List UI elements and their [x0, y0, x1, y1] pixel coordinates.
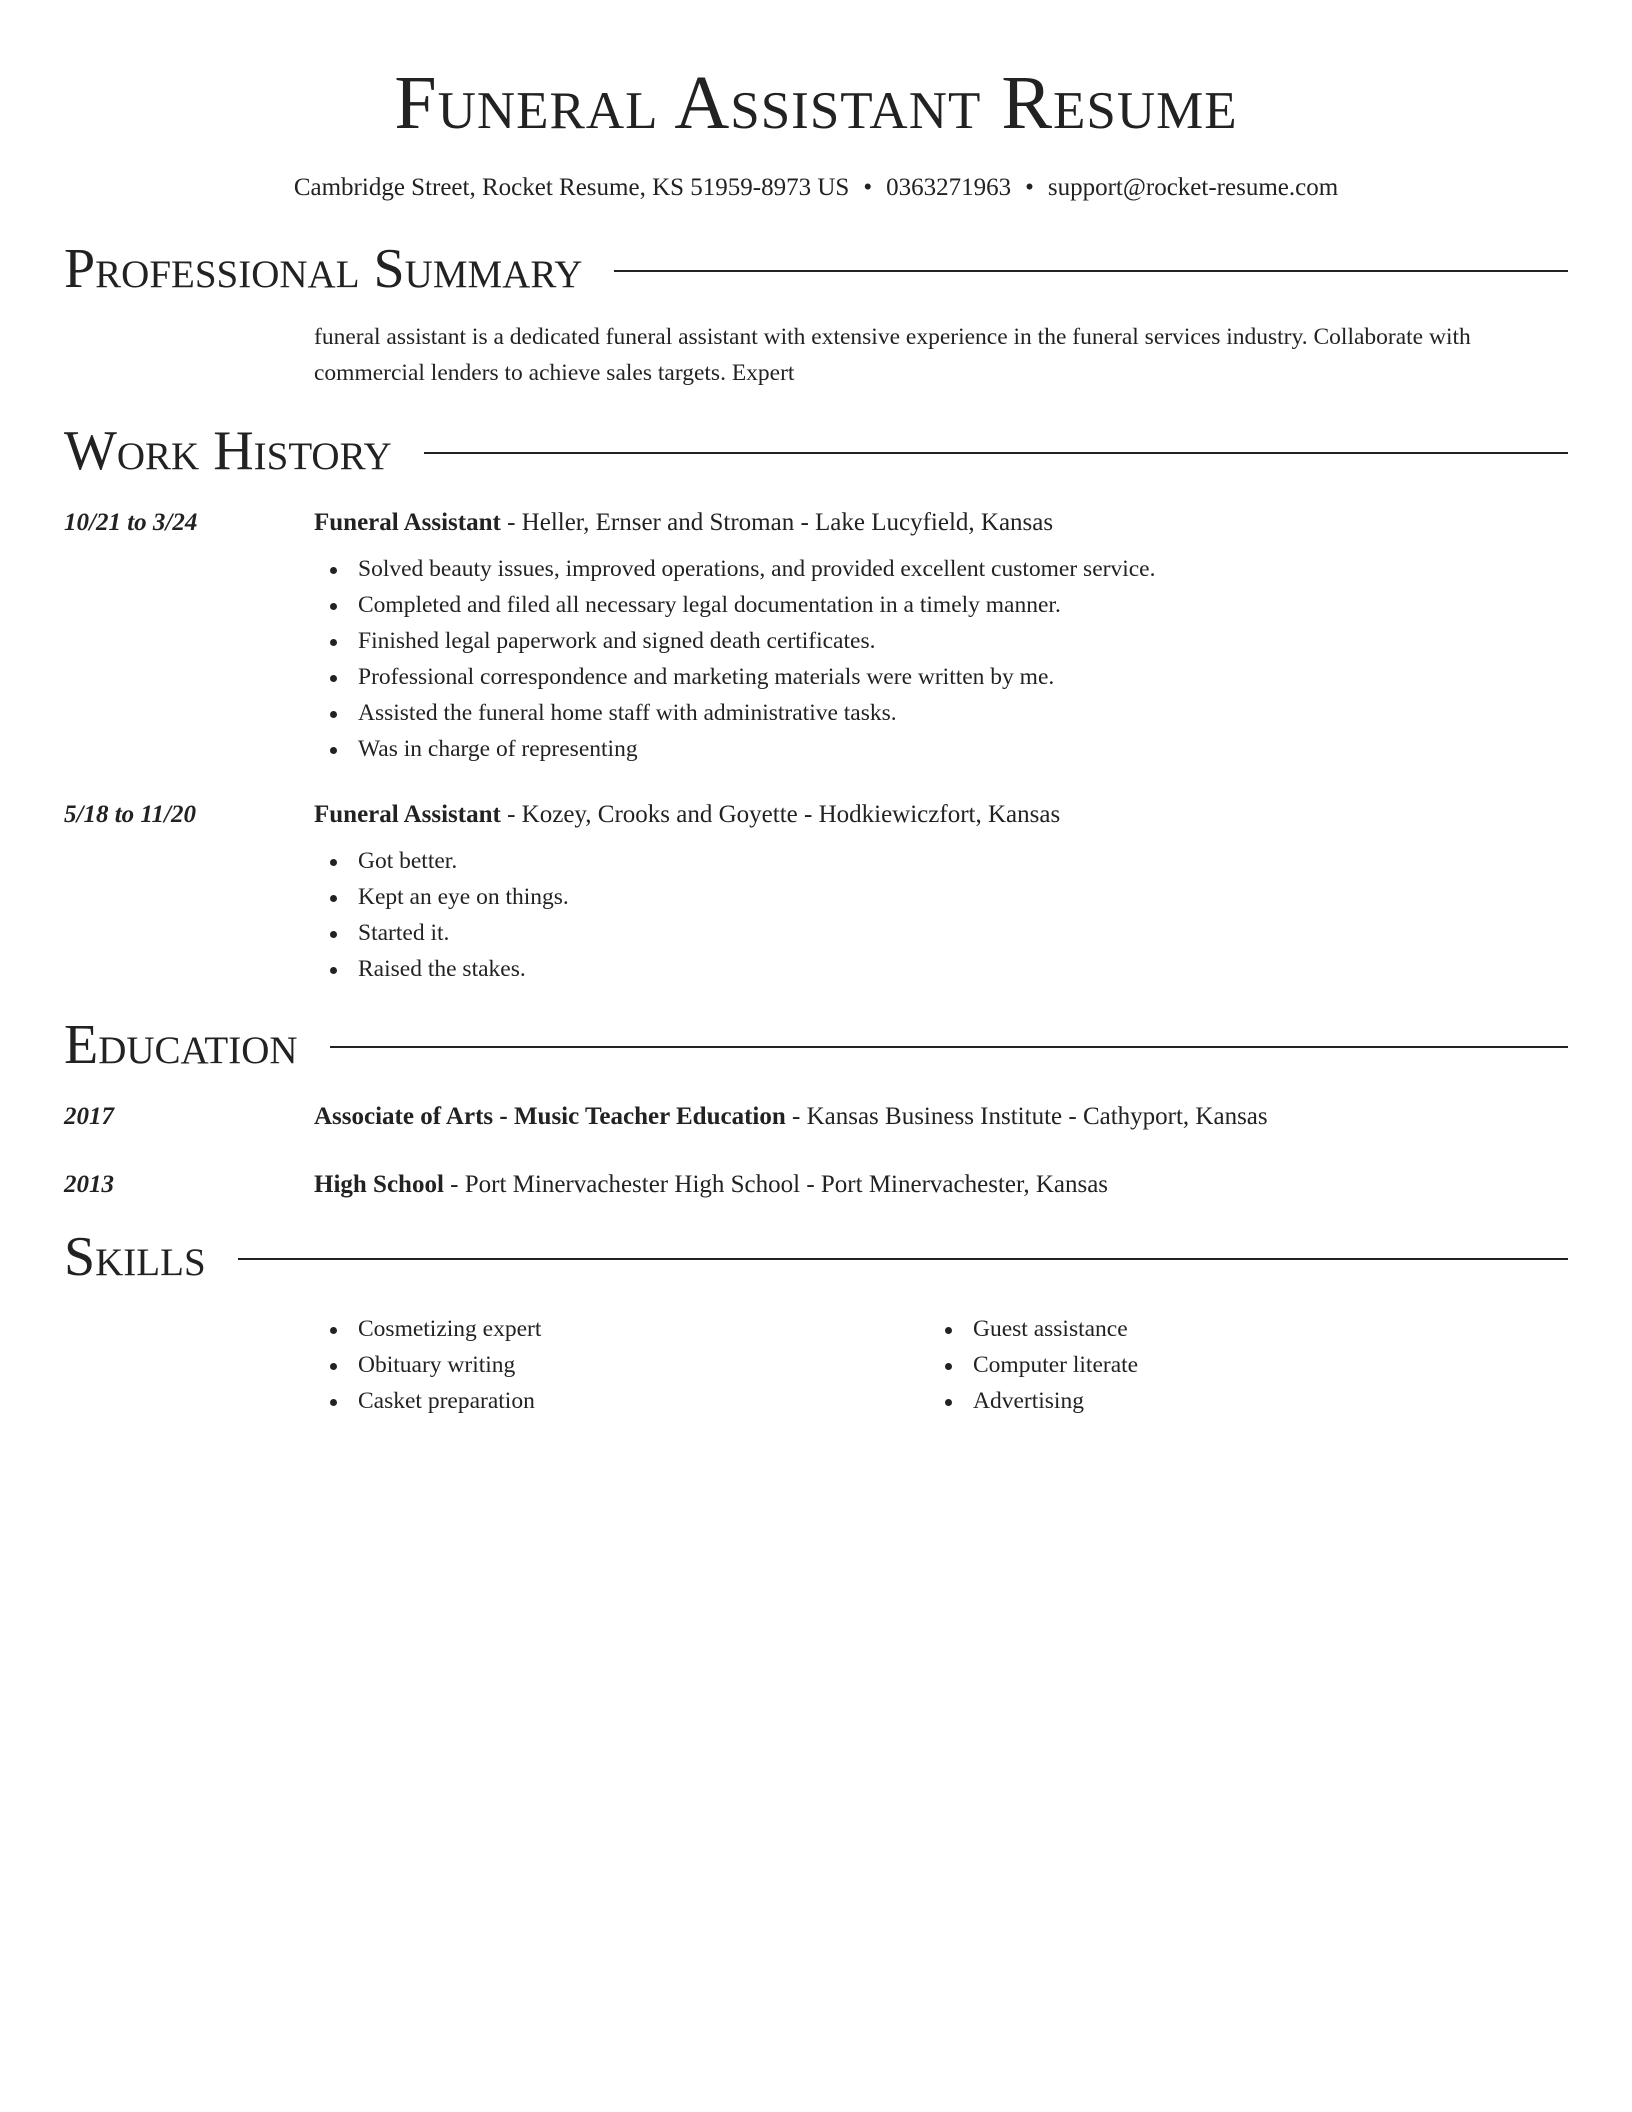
section-rule: [238, 1258, 1568, 1260]
section-title: Skills: [64, 1226, 206, 1288]
job-line: [314, 509, 1053, 537]
education-entry: [64, 1103, 1568, 1131]
job-dates: 10/21 to 3/24: [64, 509, 198, 536]
skill-item: Advertising: [929, 1383, 1544, 1419]
section-header-work: [64, 419, 1568, 483]
contact-line: [64, 172, 1568, 204]
resume-page: [64, 0, 1568, 1419]
job-details: - Kozey, Crooks and Goyette - Hodkiewiczfort, Kansas: [500, 801, 1061, 828]
skills-grid: [314, 1311, 1568, 1419]
separator-dot: •: [863, 174, 873, 201]
list-item: Started it.: [314, 915, 1568, 951]
education-entry: [64, 1171, 1568, 1199]
job-bullets: [314, 843, 1568, 987]
job-bullets: [314, 551, 1568, 767]
list-item: Assisted the funeral home staff with administrative tasks.: [314, 695, 1568, 731]
job-dates: 5/18 to 11/20: [64, 801, 196, 828]
education-line: [314, 1171, 1108, 1199]
section-title: Work History: [64, 420, 392, 482]
list-item: Was in charge of representing: [314, 731, 1568, 767]
education-line: [314, 1103, 1268, 1131]
education-year: 2013: [64, 1171, 114, 1198]
section-rule: [424, 452, 1568, 454]
section-rule: [614, 270, 1568, 272]
summary-text: funeral assistant is a dedicated funeral assistant with extensive experience in the funeral services industry. Collaborate with commercial lenders to achieve sales targets. Expert: [314, 324, 1471, 386]
resume-title: Funeral Assistant Resume: [394, 61, 1238, 145]
section-header-education: [64, 1013, 1568, 1077]
job-line: [314, 801, 1060, 829]
job-title: Funeral Assistant: [314, 509, 501, 536]
education-year: 2017: [64, 1103, 114, 1130]
skill-item: Guest assistance: [929, 1311, 1544, 1347]
skills-column-left: [314, 1311, 929, 1419]
list-item: Got better.: [314, 843, 1568, 879]
job-details: - Heller, Ernser and Stroman - Lake Lucyfield, Kansas: [500, 509, 1054, 536]
list-item: Completed and filed all necessary legal documentation in a timely manner.: [314, 587, 1568, 623]
job-title: Funeral Assistant: [314, 801, 501, 828]
list-item: Professional correspondence and marketing materials were written by me.: [314, 659, 1568, 695]
education-details: - Kansas Business Institute - Cathyport, Kansas: [785, 1103, 1268, 1130]
section-title: Professional Summary: [64, 238, 583, 300]
list-item: Finished legal paperwork and signed death certificates.: [314, 623, 1568, 659]
section-rule: [330, 1046, 1568, 1048]
separator-dot: •: [1025, 174, 1034, 201]
list-item: Kept an eye on things.: [314, 879, 1568, 915]
address: Cambridge Street, Rocket Resume, KS 51959-8973 US: [293, 174, 850, 201]
section-header-skills: [64, 1225, 1568, 1289]
email: support@rocket-resume.com: [1047, 174, 1339, 201]
section-header-summary: [64, 237, 1568, 301]
phone: 0363271963: [886, 174, 1012, 201]
section-title: Education: [64, 1014, 298, 1076]
list-item: Solved beauty issues, improved operations, and provided excellent customer service.: [314, 551, 1568, 587]
skill-item: Computer literate: [929, 1347, 1544, 1383]
education-degree: High School: [314, 1171, 444, 1198]
job-entry: [64, 801, 1568, 987]
job-header: [64, 801, 1568, 829]
job-entry: [64, 509, 1568, 767]
skill-item: Obituary writing: [314, 1347, 929, 1383]
education-degree: Associate of Arts - Music Teacher Education: [314, 1103, 786, 1130]
skills-column-right: [929, 1311, 1544, 1419]
job-header: [64, 509, 1568, 537]
skill-item: Casket preparation: [314, 1383, 929, 1419]
skill-item: Cosmetizing expert: [314, 1311, 929, 1347]
education-details: - Port Minervachester High School - Port Minervachester, Kansas: [443, 1171, 1109, 1198]
list-item: Raised the stakes.: [314, 951, 1568, 987]
